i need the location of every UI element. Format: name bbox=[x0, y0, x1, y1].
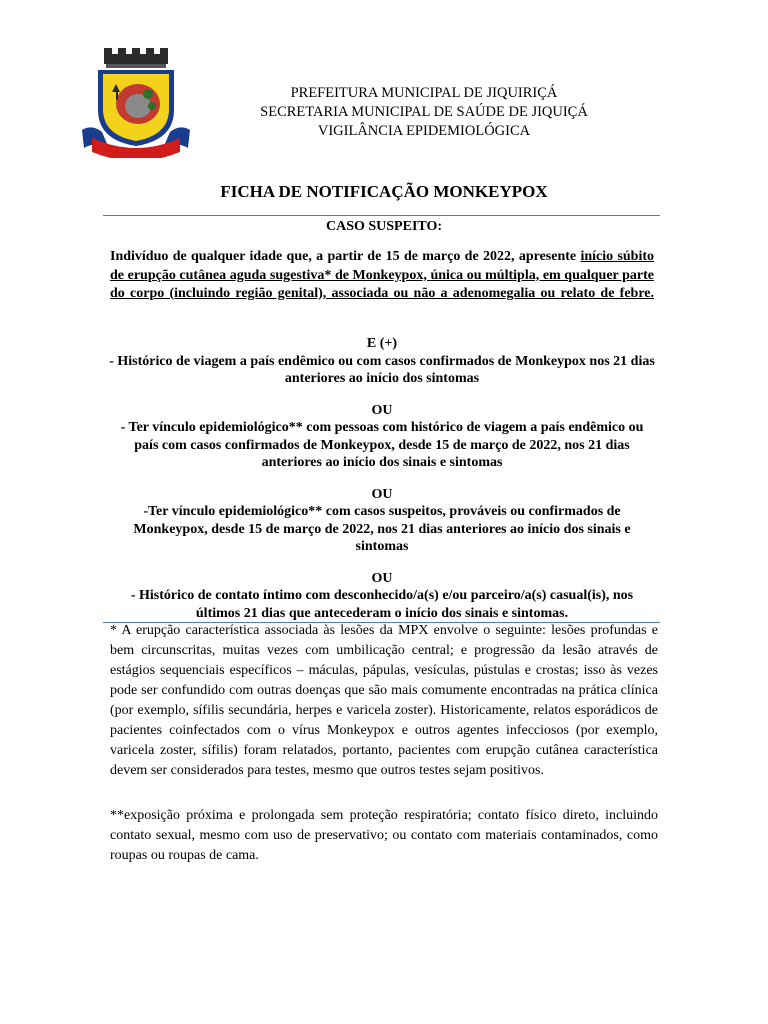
footnote-rash: * A erupção característica associada às lesões da MPX envolve o seguinte: lesões profundas e bem circunscritas, muitas vezes com umbilicação central; e progressão da lesão através de estágios sequenciais específicos – máculas, pápulas, vesículas, pústulas e crostas; isso às vezes pode ser confundido com outras doenças que são mais comumente encontradas na prática clínica (por exemplo, sífilis secundária, herpes e varicela zoster). Historicamente, relatos esporádicos de pacientes coinfectados com o vírus Monkeypox e outros agentes infecciosos (por exemplo, varicela zoster, sífilis) foram relatados, portanto, pacientes com erupção cutânea característica devem ser considerados para testes, mesmo que outros testes sejam positivos. bbox=[110, 623, 658, 778]
criterion-epi-link-cases: -Ter vínculo epidemiológico** com casos suspeitos, prováveis ou confirmados de Monkeypox, desde 15 de março de 2022, nos 21 dias anteriores ao início dos sinais e sintomas bbox=[133, 504, 631, 554]
or-connector: OU bbox=[371, 402, 393, 418]
definition-underlined: início súbito de erupção cutânea aguda sugestiva* de Monkeypox, única ou múltipla, em qualquer parte do corpo (incluindo região genital), associada ou não a adenomegalia ou relato de febre. bbox=[110, 249, 654, 301]
page-title: FICHA DE NOTIFICAÇÃO MONKEYPOX bbox=[220, 182, 548, 201]
crown-icon bbox=[104, 48, 168, 68]
section-label: CASO SUSPEITO: bbox=[325, 219, 443, 234]
health-secretariat-line: SECRETARIA MUNICIPAL DE SAÚDE DE JIQUIÇÁ bbox=[260, 104, 588, 120]
divider-top bbox=[103, 215, 660, 216]
prefecture-line: PREFEITURA MUNICIPAL DE JIQUIRIÇÁ bbox=[290, 85, 558, 101]
criterion-intimate-contact: - Histórico de contato íntimo com desconhecido/a(s) e/ou parceiro/a(s) casual(is), nos últimos 21 dias que antecederam o início dos sinais e sintomas. bbox=[130, 588, 634, 621]
criterion-travel: - Histórico de viagem a país endêmico ou com casos confirmados de Monkeypox nos 21 dias anteriores ao início dos sintomas bbox=[109, 353, 655, 386]
header bbox=[180, 84, 668, 141]
surveillance-line: VIGILÂNCIA EPIDEMIOLÓGICA bbox=[317, 123, 531, 139]
municipal-coat-of-arms-icon bbox=[82, 48, 190, 158]
footnote-exposure: **exposição próxima e prolongada sem proteção respiratória; contato físico direto, incluindo contato sexual, mesmo com uso de preservativo; ou contato com materiais contaminados, como roupas ou roupas de cama. bbox=[110, 808, 658, 863]
case-definition bbox=[110, 248, 654, 304]
criterion-epi-link-travel: - Ter vínculo epidemiológico** com pessoas com histórico de viagem a país endêmico ou país com casos confirmados de Monkeypox, desde 15 de março de 2022, nos 21 dias anteriores ao início dos sinais e sintomas bbox=[120, 420, 644, 470]
criteria-block bbox=[108, 335, 656, 636]
or-connector: OU bbox=[371, 486, 393, 502]
definition-intro: Indivíduo de qualquer idade que, a partir de 15 de março de 2022, apresente bbox=[110, 249, 581, 264]
or-connector: OU bbox=[371, 570, 393, 586]
and-connector: E (+) bbox=[366, 336, 398, 351]
